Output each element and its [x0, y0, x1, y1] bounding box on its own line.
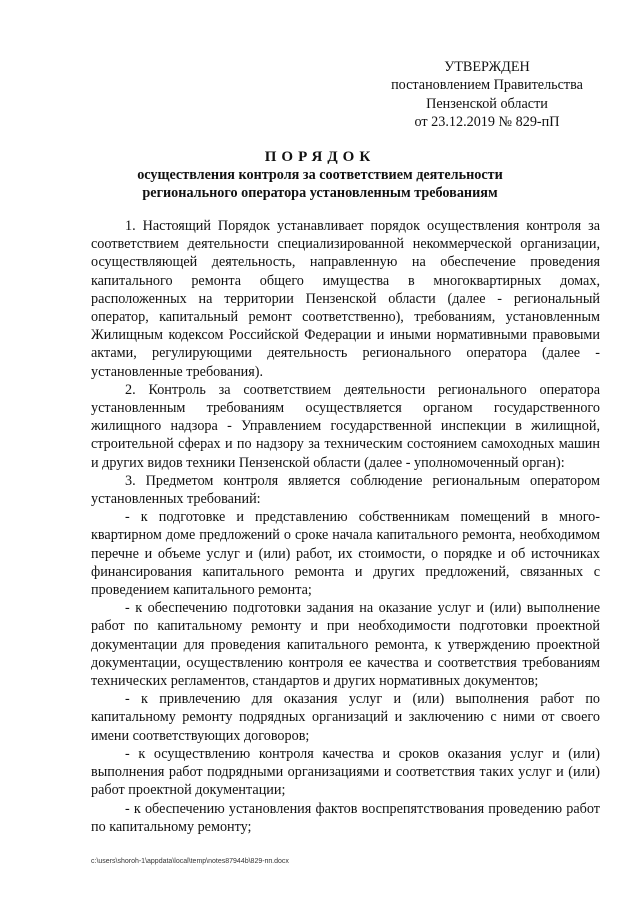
list-item-quality-control: - к осуществлению контроля качества и сроков оказания услуг и (или) выполнения работ подрядными организациями и соответствия таких услуг и (или) работ проектной документации; [91, 745, 600, 799]
document-title: ПОРЯДОК [264, 149, 376, 165]
document-body [91, 217, 600, 836]
approval-line-decree: постановлением Правительства [391, 77, 583, 94]
paragraph-2: 2. Контроль за соответствием деятельности регионального оператора установленным требованиям осуществляется органом государственного жилищного надзора - Управлением государственной инспекции в жилищной, строительной сферах и по надзору за техническим состоянием самоходных машин и других видов техники Пензенской области (далее - уполномоченный орган): [91, 381, 600, 471]
approval-line-region: Пензенской области [426, 95, 548, 112]
list-item-obstruction: - к обеспечению установления фактов воспрепятствования проведению работ по капитальному ремонту; [91, 800, 600, 835]
paragraph-1: 1. Настоящий Порядок устанавливает порядок осуществления контроля за соответствием деятельности специализированной некоммерческой организации, осуществляющей деятельность, направленную на обеспечение проведения капитального ремонта общего имущества в многоквартирных домах, расположенных на территории Пензенской области (далее - региональный оператор, капитальный ремонт соответственно), требованиям, установленным Жилищным кодексом Российской Федерации и иными нормативными правовыми актами, регулирующими деятельность регионального оператора (далее - установленные требования). [91, 218, 600, 380]
approval-block [372, 58, 602, 131]
file-path-footer: c:\users\shoroh-1\appdata\local\temp\notes87944b\829-пп.docx [91, 858, 289, 865]
approval-heading: УТВЕРЖДЕН [444, 59, 530, 75]
list-item-contractors: - к привлечению для оказания услуг и (или) выполнения работ по капитальному ремонту подрядных организаций и заключению с ними от своего имени соответствующих договоров; [91, 691, 600, 744]
document-subtitle-line-2: регионального оператора установленным требованиям [142, 184, 498, 201]
list-item-preparation: - к подготовке и представлению собственникам помещений в много-квартирном доме предложений о сроке начала капитального ремонта, необходимом перечне и объеме услуг и (или) работ, их стоимости, о порядке и об источниках финансирования капитального ремонта и других предложений, связанных с проведением капитального ремонта; [91, 509, 600, 599]
document-subtitle-line-1: осуществления контроля за соответствием деятельности [137, 167, 503, 183]
approval-line-date: от 23.12.2019 № 829-пП [414, 113, 560, 130]
paragraph-3: 3. Предметом контроля является соблюдение региональным оператором установленных требований: [91, 472, 600, 508]
document-title-block [60, 148, 580, 202]
list-item-design-task: - к обеспечению подготовки задания на оказание услуг и (или) выполнение работ по капитальному ремонту и при необходимости подготовки проектной документации для проведения капитального ремонта, к утверждению проектной документации, осуществлению контроля ее качества и соответствия требованиям технических регламентов, стандартов и других нормативных документов; [91, 600, 600, 690]
